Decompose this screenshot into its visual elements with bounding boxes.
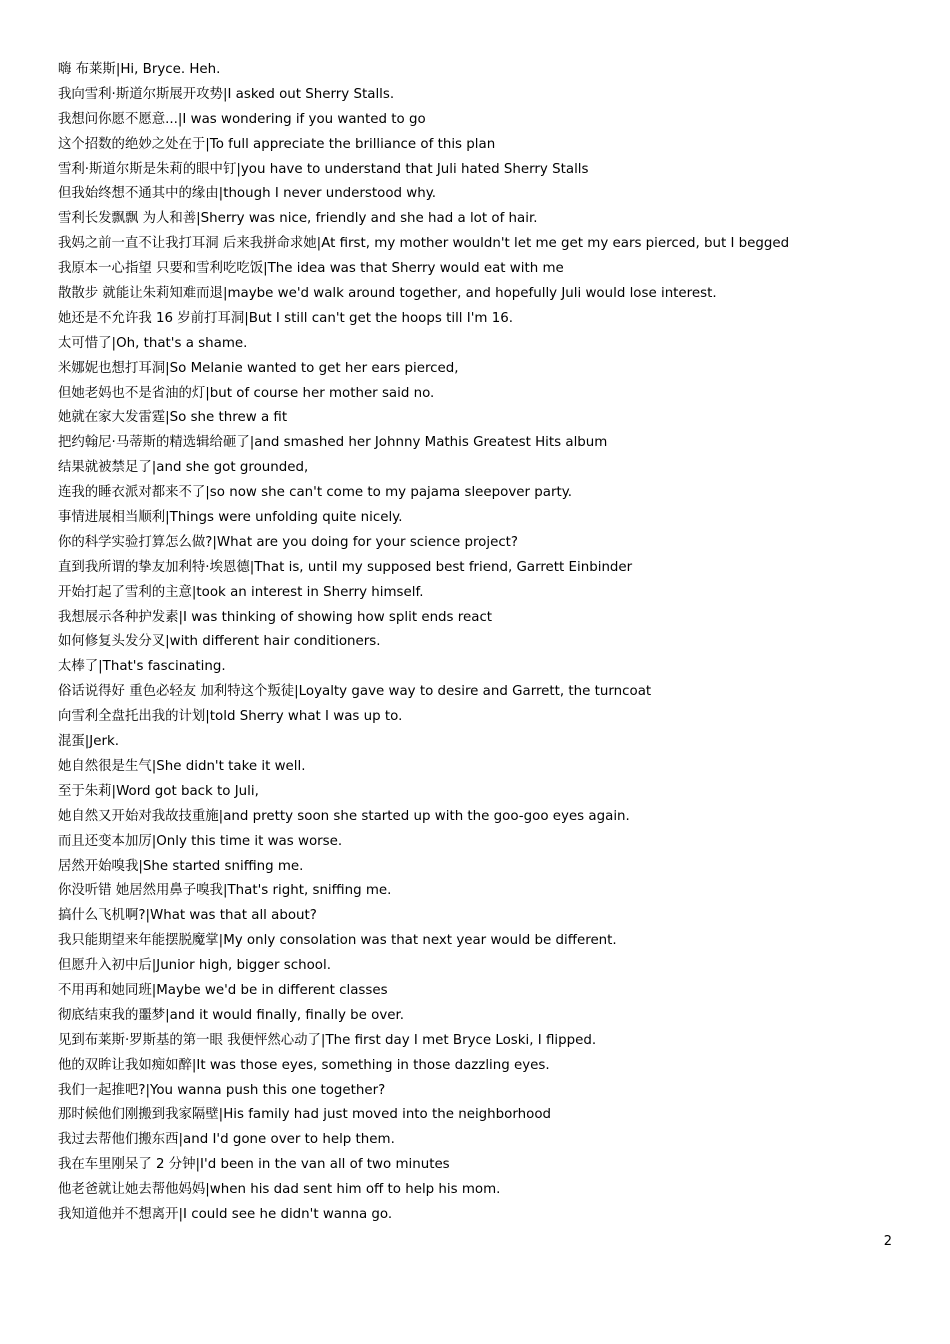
subtitle-lines: [58, 58, 918, 1228]
subtitle-line: 但愿升入初中后|Junior high, bigger school.: [58, 958, 331, 974]
subtitle-line: 我过去帮他们搬东西|and I'd gone over to help them.: [58, 1132, 395, 1148]
subtitle-line: 彻底结束我的噩梦|and it would finally, finally be over.: [58, 1007, 405, 1023]
subtitle-line: 我想问你愿不愿意...|I was wondering if you wanted to go: [58, 111, 426, 127]
subtitle-line: 这个招数的绝妙之处在于|To full appreciate the brilliance of this plan: [58, 136, 496, 152]
subtitle-line: 米娜妮也想打耳洞|So Melanie wanted to get her ears pierced,: [58, 360, 459, 376]
subtitle-line: 嗨 布莱斯|Hi, Bryce. Heh.: [58, 62, 221, 77]
subtitle-line: 居然开始嗅我|She started sniffing me.: [58, 858, 304, 874]
page-number: 2: [883, 1234, 892, 1249]
subtitle-line: 开始打起了雪利的主意|took an interest in Sherry himself.: [58, 584, 424, 600]
subtitle-line: 你的科学实验打算怎么做?|What are you doing for your science project?: [58, 534, 519, 550]
subtitle-line: 她自然又开始对我故技重施|and pretty soon she started up with the goo-goo eyes again.: [58, 808, 630, 824]
subtitle-line: 他老爸就让她去帮他妈妈|when his dad sent him off to help his mom.: [58, 1182, 501, 1198]
subtitle-line: 我们一起推吧?|You wanna push this one together?: [58, 1082, 386, 1098]
subtitle-line: 她还是不允许我 16 岁前打耳洞|But I still can't get the hoops till I'm 16.: [58, 310, 513, 326]
subtitle-line: 把约翰尼·马蒂斯的精选辑给砸了|and smashed her Johnny Mathis Greatest Hits album: [58, 435, 608, 451]
subtitle-line: 太棒了|That's fascinating.: [58, 659, 226, 675]
subtitle-line: 直到我所谓的挚友加利特·埃恩德|That is, until my supposed best friend, Garrett Einbinder: [58, 559, 633, 575]
subtitle-line: 我在车里刚呆了 2 分钟|I'd been in the van all of two minutes: [58, 1157, 450, 1173]
subtitle-line: 而且还变本加厉|Only this time it was worse.: [58, 833, 343, 849]
subtitle-line: 他的双眸让我如痴如醉|It was those eyes, something in those dazzling eyes.: [58, 1057, 550, 1073]
subtitle-line: 如何修复头发分叉|with different hair conditioners.: [58, 634, 381, 650]
subtitle-line: 俗话说得好 重色必轻友 加利特这个叛徒|Loyalty gave way to desire and Garrett, the turncoat: [58, 684, 652, 700]
subtitle-line: 结果就被禁足了|and she got grounded,: [58, 460, 309, 476]
subtitle-line: 至于朱莉|Word got back to Juli,: [58, 783, 259, 799]
subtitle-line: 那时候他们刚搬到我家隔壁|His family had just moved into the neighborhood: [58, 1107, 552, 1123]
subtitle-line: 但她老妈也不是省油的灯|but of course her mother said no.: [58, 385, 435, 401]
subtitle-line: 我原本一心指望 只要和雪利吃吃饭|The idea was that Sherry would eat with me: [58, 261, 564, 277]
subtitle-line: 事情进展相当顺利|Things were unfolding quite nicely.: [58, 510, 403, 526]
subtitle-line: 雪利长发飘飘 为人和善|Sherry was nice, friendly and she had a lot of hair.: [58, 211, 538, 227]
subtitle-line: 我知道他并不想离开|I could see he didn't wanna go.: [58, 1206, 393, 1222]
subtitle-line: 散散步 就能让朱莉知难而退|maybe we'd walk around together, and hopefully Juli would lose interest.: [58, 286, 717, 302]
subtitle-line: 我向雪利·斯道尔斯展开攻势|I asked out Sherry Stalls.: [58, 86, 395, 102]
subtitle-line: 我想展示各种护发素|I was thinking of showing how split ends react: [58, 609, 493, 625]
subtitle-line: 不用再和她同班|Maybe we'd be in different classes: [58, 982, 388, 998]
subtitle-line: 雪利·斯道尔斯是朱莉的眼中钉|you have to understand that Juli hated Sherry Stalls: [58, 161, 589, 177]
subtitle-line: 我妈之前一直不让我打耳洞 后来我拼命求她|At first, my mother wouldn't let me get my ears pierced, but I begged: [58, 236, 790, 252]
subtitle-line: 搞什么飞机啊?|What was that all about?: [58, 908, 317, 924]
subtitle-line: 见到布莱斯·罗斯基的第一眼 我便怦然心动了|The first day I met Bryce Loski, I flipped.: [58, 1032, 597, 1048]
subtitle-line: 她就在家大发雷霆|So she threw a fit: [58, 410, 288, 426]
subtitle-line: 但我始终想不通其中的缘由|though I never understood why.: [58, 186, 437, 202]
subtitle-line: 你没听错 她居然用鼻子嗅我|That's right, sniffing me.: [58, 883, 392, 899]
subtitle-line: 混蛋|Jerk.: [58, 734, 119, 750]
subtitle-line: 连我的睡衣派对都来不了|so now she can't come to my pajama sleepover party.: [58, 485, 573, 501]
subtitle-line: 我只能期望来年能摆脱魔掌|My only consolation was that next year would be different.: [58, 933, 617, 949]
subtitle-line: 她自然很是生气|She didn't take it well.: [58, 758, 306, 774]
subtitle-line: 向雪利全盘托出我的计划|told Sherry what I was up to.: [58, 709, 403, 725]
subtitle-line: 太可惜了|Oh, that's a shame.: [58, 335, 248, 351]
